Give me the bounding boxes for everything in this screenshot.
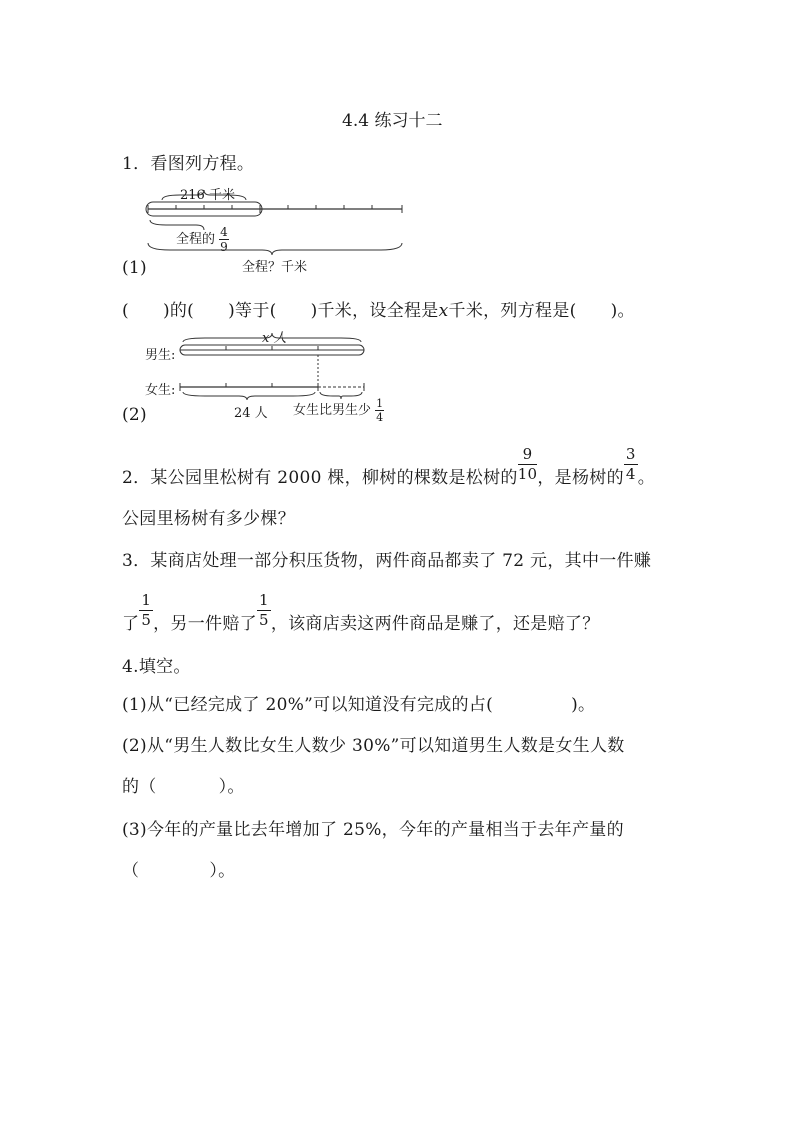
q4-item2-text-a: 的（ (122, 777, 157, 797)
q1-fig2-frac-den: 4 (376, 411, 384, 424)
q1-fig1-mid-text: 全程的 (176, 232, 216, 247)
q3-text-c: ，该商店卖这两件商品是赚了，还是赔了？ (270, 614, 600, 634)
q1-fig2-compare-label (293, 398, 384, 423)
q2-text-b: ，是杨树的 (537, 468, 624, 488)
q1-fig2-top-label: x 人 (262, 331, 287, 346)
q1-sentence-part-3: )等于( (228, 301, 277, 321)
q1-variable-x: x (438, 301, 449, 321)
q1-sentence-part-1: ( (122, 301, 129, 321)
q1-fig2-girls-label: 女生: (145, 383, 176, 398)
q2-frac1-den: 10 (517, 465, 538, 483)
q2-line-1 (122, 445, 656, 496)
q2-fraction-2 (624, 447, 638, 482)
q1-fig1-mid-label (176, 226, 229, 253)
q4-item1-text-b: )。 (571, 695, 596, 715)
q3-frac1-den: 5 (141, 611, 152, 629)
q2-frac2-num: 3 (625, 445, 636, 463)
q2-frac1-num: 9 (518, 447, 538, 465)
q3-fraction-1 (139, 593, 153, 628)
q3-text-b: ，另一件赔了 (153, 614, 257, 634)
q1-fig1-bottom-label: 全程？千米 (242, 260, 308, 275)
page-title: 4.4 练习十二 (342, 111, 443, 131)
q1-fig1-frac-num: 4 (220, 225, 228, 239)
q4-item-2-line-1: (2)从“男生人数比女生人数少 30%”可以知道男生人数是女生人数 (122, 736, 625, 756)
q1-fill-sentence (122, 296, 635, 321)
q1-item-2-number: (2) (122, 405, 147, 425)
q1-sentence-part-6: )。 (610, 301, 635, 321)
q1-fig1-fraction (219, 226, 229, 253)
q4-item3-text-b: ）。 (209, 861, 236, 881)
q3-frac2-num: 1 (258, 591, 269, 609)
q1-sentence-part-5: 千米，列方程是( (448, 301, 577, 321)
q1-sentence-part-2: )的( (162, 301, 195, 321)
q3-frac2-den: 5 (258, 611, 269, 629)
q2-text-c: 。 (637, 468, 656, 488)
q4-item-3-line-1: (3)今年的产量比去年增加了 25%，今年的产量相当于去年产量的 (122, 820, 624, 840)
q4-item3-text-a: （ (122, 861, 140, 881)
q1-fig2-boys-label: 男生: (145, 348, 176, 363)
q4-item2-text-b: ）。 (218, 777, 245, 797)
q1-sentence-part-4: )千米，设全程是 (310, 301, 439, 321)
q1-fig1-top-label: 216 千米 (180, 188, 235, 203)
q3-text-a: 了 (122, 614, 140, 634)
q2-frac2-den: 4 (625, 465, 636, 483)
q4-item-3-line-2 (122, 856, 235, 881)
q3-line-2 (122, 591, 600, 642)
q4-item-1 (122, 690, 595, 715)
q4-heading: 4.填空。 (122, 657, 191, 677)
q2-line-2: 公园里杨树有多少棵？ (122, 509, 295, 529)
q1-fig2-frac-num: 1 (376, 397, 384, 410)
q2-text-a: 2．某公园里松树有 2000 棵，柳树的棵数是松树的 (122, 468, 518, 488)
q1-fig2-fraction (375, 398, 384, 423)
q3-frac1-num: 1 (141, 591, 152, 609)
q1-item-1-number: (1) (122, 258, 147, 278)
q3-fraction-2 (257, 593, 271, 628)
q1-fig2-compare-text: 女生比男生少 (293, 403, 372, 418)
q4-item-2-line-2 (122, 772, 245, 797)
q1-heading: 1．看图列方程。 (122, 154, 255, 174)
q4-item1-text-a: (1)从“已经完成了 20%”可以知道没有完成的占( (122, 695, 494, 715)
q2-fraction-1 (518, 447, 538, 482)
q1-fig2-girls-count: 24 人 (234, 406, 268, 421)
q1-fig1-frac-den: 9 (220, 240, 228, 254)
q3-line-1: 3．某商店处理一部分积压货物，两件商品都卖了 72 元，其中一件赚 (122, 551, 652, 571)
